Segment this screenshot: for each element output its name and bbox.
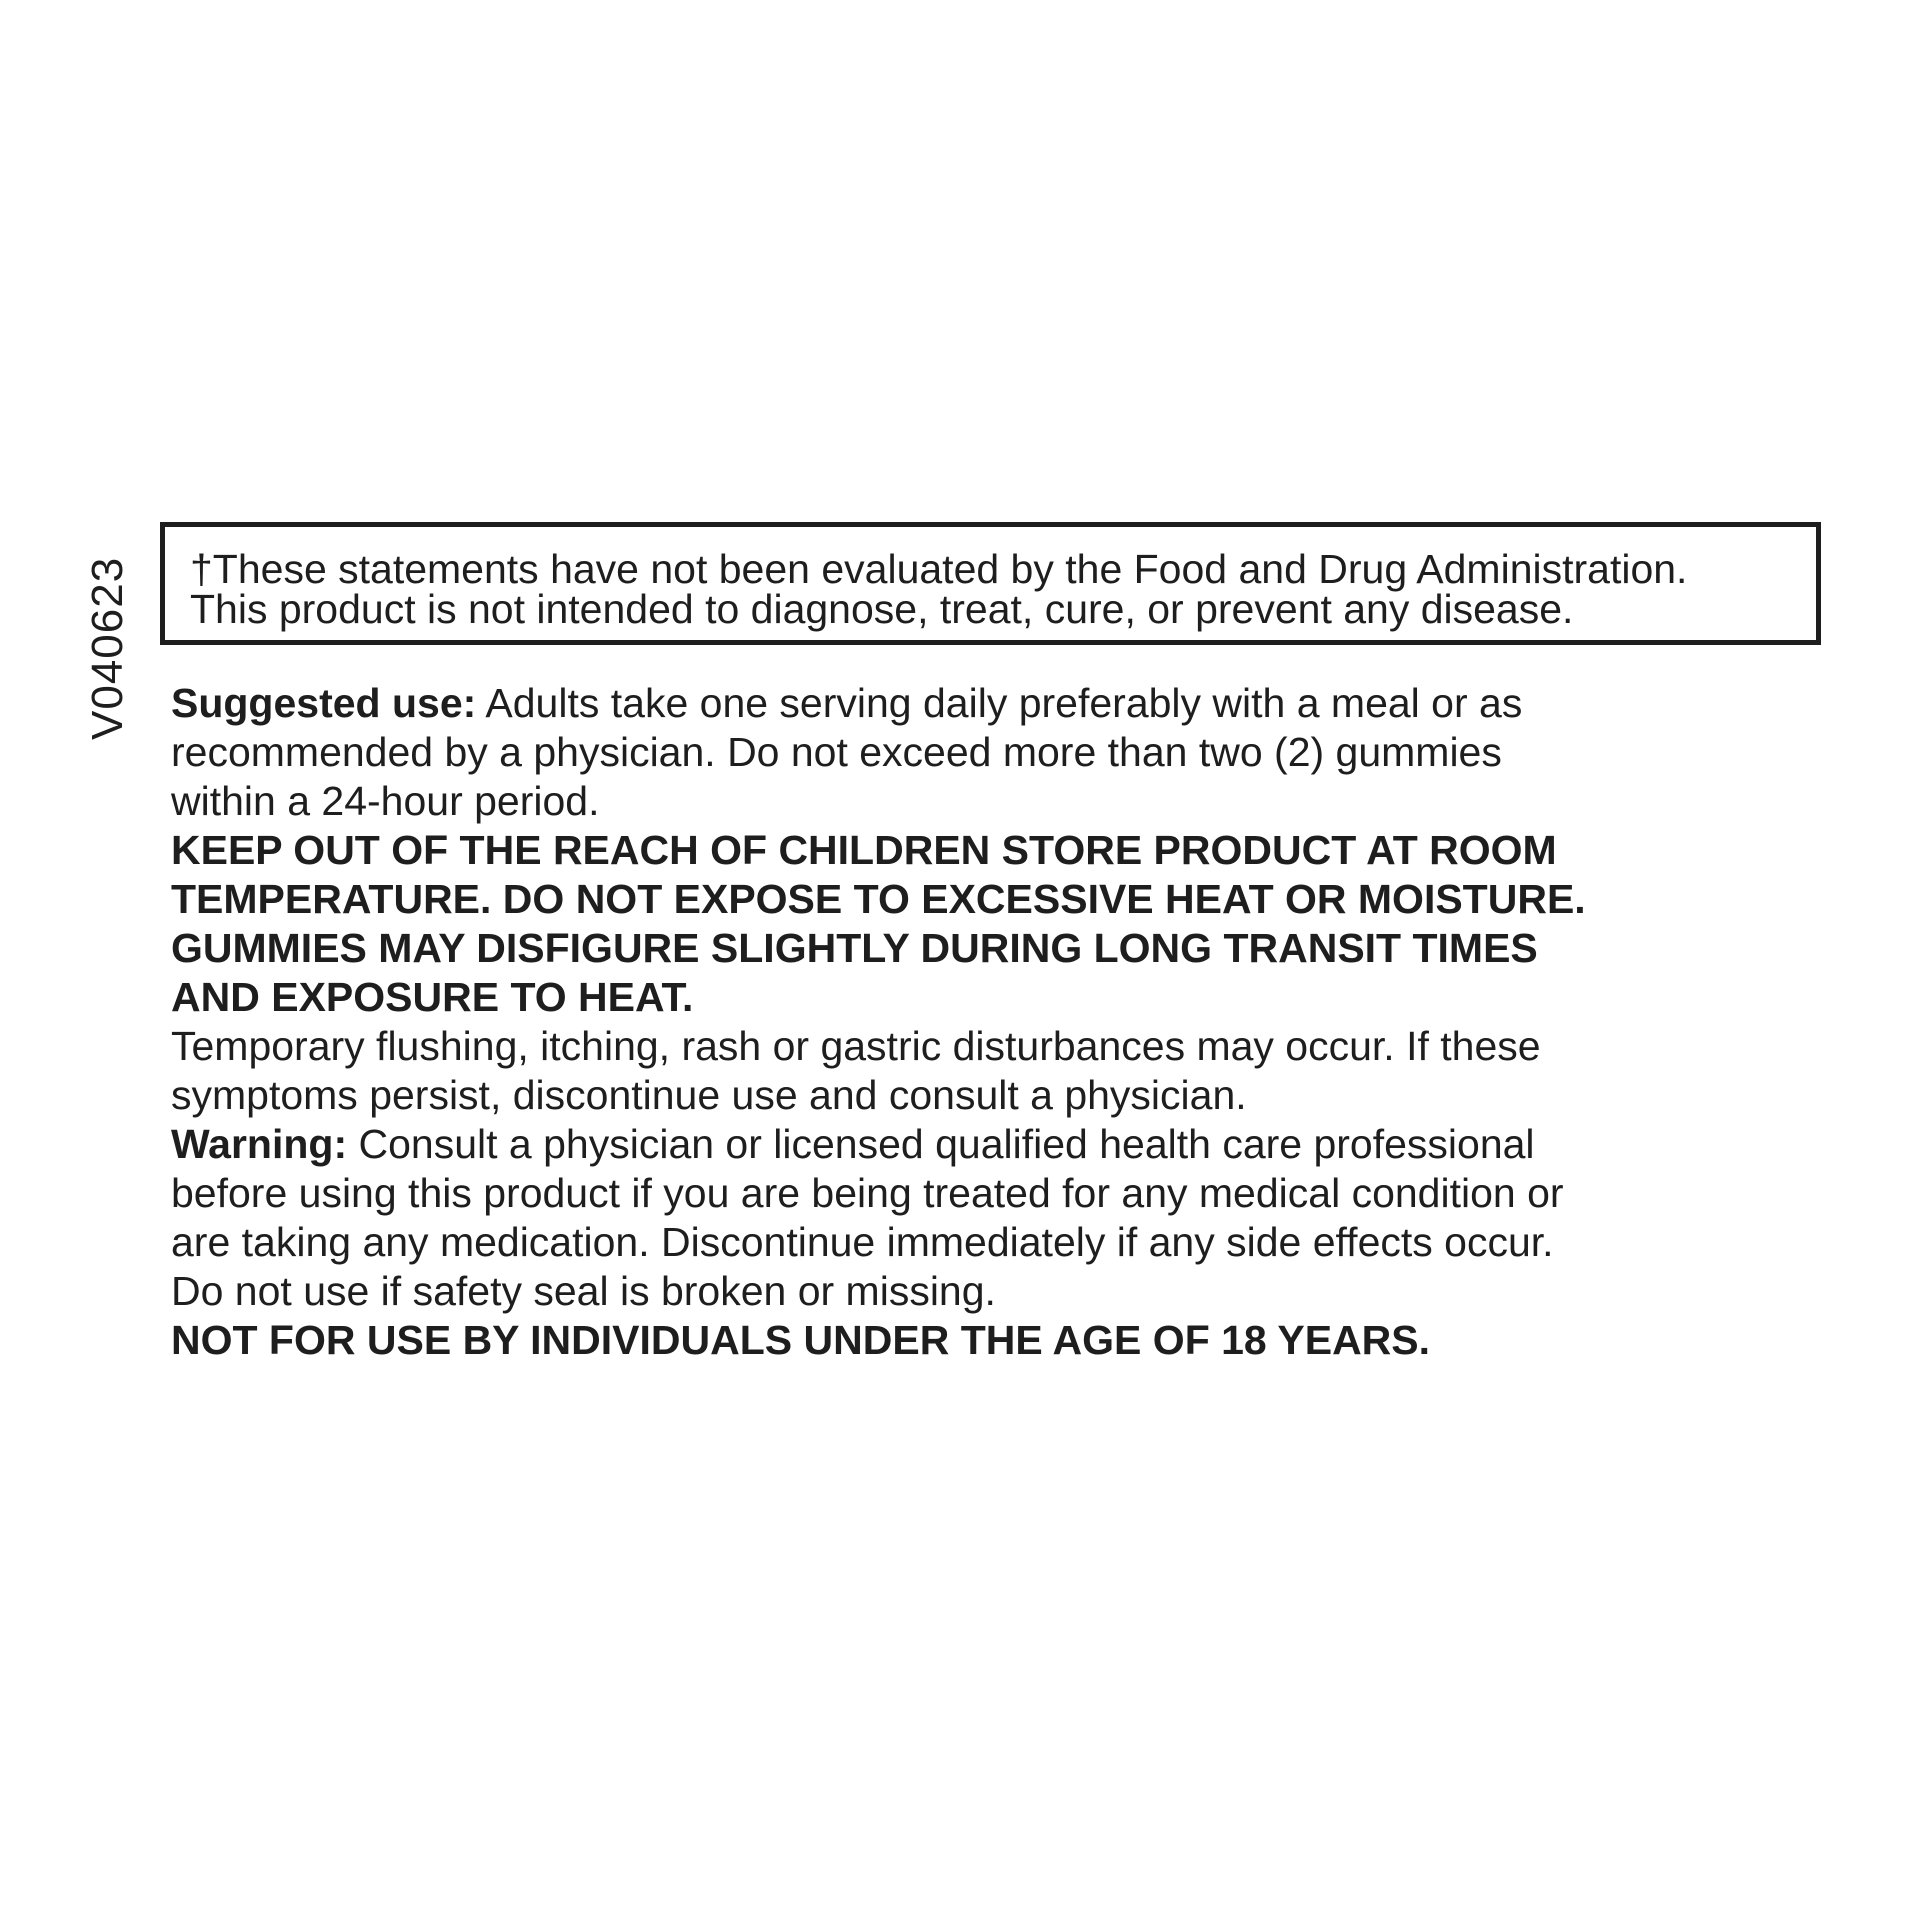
version-code: V040623 [83, 556, 132, 740]
warning-line-2: before using this product if you are being treated for any medical condition or [171, 1170, 1564, 1216]
fda-disclaimer-box [160, 522, 1821, 645]
side-effects-line-2: symptoms persist, discontinue use and consult a physician. [171, 1072, 1247, 1118]
storage-warning-line-2: TEMPERATURE. DO NOT EXPOSE TO EXCESSIVE HEAT OR MOISTURE. [171, 876, 1586, 922]
warning-line-1 [171, 1120, 1811, 1169]
suggested-use-line-2: recommended by a physician. Do not exceed more than two (2) gummies [171, 729, 1502, 775]
storage-warning-line-3: GUMMIES MAY DISFIGURE SLIGHTLY DURING LONG TRANSIT TIMES [171, 925, 1538, 971]
storage-warning-line-4: AND EXPOSURE TO HEAT. [171, 974, 694, 1020]
warning-line-4: Do not use if safety seal is broken or missing. [171, 1268, 996, 1314]
suggested-use-text: Adults take one serving daily preferably with a meal or as [476, 680, 1523, 726]
age-restriction: NOT FOR USE BY INDIVIDUALS UNDER THE AGE OF 18 YEARS. [171, 1317, 1431, 1363]
warning-line-3: are taking any medication. Discontinue immediately if any side effects occur. [171, 1219, 1554, 1265]
disclaimer-line-1: †These statements have not been evaluated by the Food and Drug Administration. [190, 546, 1688, 592]
suggested-use-line-3: within a 24-hour period. [171, 778, 600, 824]
warning-label: Warning: [171, 1121, 348, 1167]
side-effects-line-1: Temporary flushing, itching, rash or gastric disturbances may occur. If these [171, 1023, 1541, 1069]
suggested-use-line-1 [171, 679, 1811, 728]
warning-text: Consult a physician or licensed qualified health care professional [347, 1121, 1535, 1167]
storage-warning-line-1: KEEP OUT OF THE REACH OF CHILDREN STORE PRODUCT AT ROOM [171, 827, 1557, 873]
suggested-use-label: Suggested use: [171, 680, 477, 726]
disclaimer-line-2: This product is not intended to diagnose, treat, cure, or prevent any disease. [190, 586, 1574, 632]
label-body-text [171, 679, 1811, 1365]
